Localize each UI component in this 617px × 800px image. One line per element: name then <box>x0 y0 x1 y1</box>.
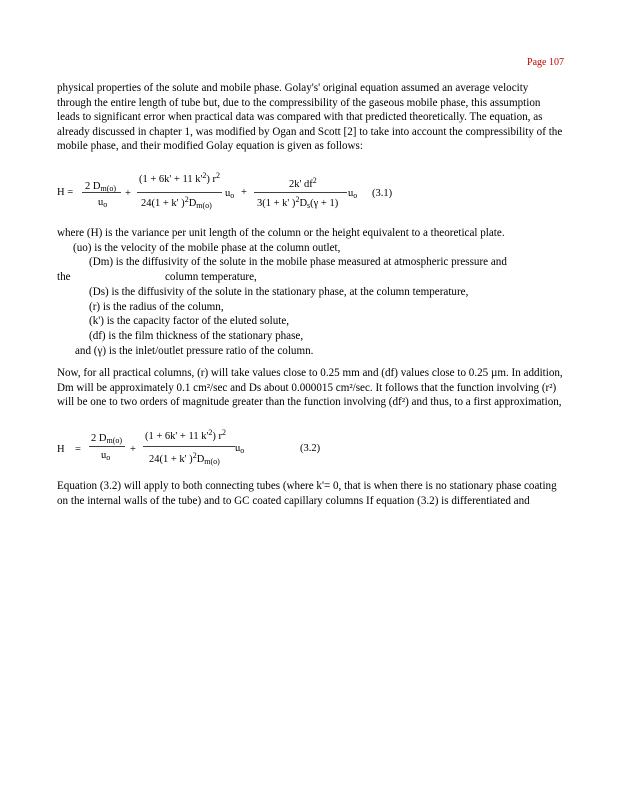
variable-definitions <box>57 226 577 358</box>
eq1-t2-tail: uo <box>225 188 235 200</box>
eq2-t2-den: 24(1 + k' )$^2$Dm(o) <box>149 451 220 466</box>
def-uo: (uo) is the velocity of the mobile phase at the column outlet, <box>73 241 341 254</box>
eq1-plus2: + <box>241 187 247 198</box>
eq2-label: (3.2) <box>300 443 321 454</box>
eq1-label: (3.1) <box>372 188 393 199</box>
eq2-equals: = <box>75 444 81 455</box>
def-dm-the: the <box>57 271 71 284</box>
eq2-tail: uo <box>235 443 245 455</box>
def-intro: where (H) is the variance per unit length of the column or the height equivalent to a theoretical plate. <box>57 227 505 239</box>
eq1-plus1: + <box>125 188 131 199</box>
equation-3-2 <box>57 427 577 473</box>
def-dm-continued <box>57 270 577 285</box>
eq1-t3-tail: uo <box>348 188 358 200</box>
def-df: (df) is the film thickness of the stationary phase, <box>89 329 304 342</box>
def-dm-cont: column temperature, <box>165 271 257 284</box>
eq1-t1-den: uo <box>98 197 108 209</box>
def-dm: (Dm) is the diffusivity of the solute in the mobile phase measured at atmospheric pressure and <box>89 256 507 269</box>
eq2-plus1: + <box>130 444 136 455</box>
def-r: (r) is the radius of the column, <box>89 300 224 313</box>
page-number: Page 107 <box>527 57 564 68</box>
eq2-t1-den: uo <box>101 450 111 462</box>
eq1-t3-den: 3(1 + k' )$^2$Ds(γ + 1) <box>257 195 339 210</box>
equation-3-1 <box>57 168 577 216</box>
paragraph-conclusion: Equation (3.2) will apply to both connecting tubes (where k'= 0, that is when there is no stationary phase coating on the internal walls of the tube) and to GC coated capillary columns If equation (3.2) is differentiated and <box>57 480 557 507</box>
paragraph-intro: physical properties of the solute and mobile phase. Golay's' original equation assumed an average velocity through the entire length of tube but, due to the compressibility of the gaseous mobile phase, this assumption leads to significant error when practical data was compared with that predicted theoretically. The equation, as already discussed in chapter 1, was modified by Ogan and Scott [2] to take into account the compressibility of the mobile phase, and their modified Golay equation is given as follows: <box>57 82 563 153</box>
eq2-t2-num: (1 + 6k' + 11 $k'^2$) $r^2$ <box>145 428 226 442</box>
eq1-t2-num: (1 + 6k' + 11 $k'^2$) $r^2$ <box>139 171 220 185</box>
eq1-lhs: H = <box>57 187 74 198</box>
eq1-t2-den: 24(1 + k' )$^2$Dm(o) <box>141 195 212 210</box>
eq2-lhs: H <box>57 444 65 455</box>
paragraph-approximation: Now, for all practical columns, (r) will take values close to 0.25 mm and (df) values close to 0.25 µm. In addition, Dm will be approximately 0.1 cm²/sec and Ds about 0.000015 cm²/sec. It follows that the function involving (r²) will be one to two orders of magnitude greater than the function involving (df²) and thus, to a first approximation, <box>57 367 563 409</box>
def-k: (k') is the capacity factor of the eluted solute, <box>89 315 290 328</box>
eq1-t1-num: 2 Dm(o) <box>85 181 117 193</box>
eq1-t3-num: 2k' $df^2$ <box>289 176 317 190</box>
def-ds: (Ds) is the diffusivity of the solute in the stationary phase, at the column temperature, <box>89 285 469 298</box>
def-gamma: and (γ) is the inlet/outlet pressure ratio of the column. <box>75 344 314 357</box>
eq2-t1-num: 2 Dm(o) <box>91 433 123 445</box>
